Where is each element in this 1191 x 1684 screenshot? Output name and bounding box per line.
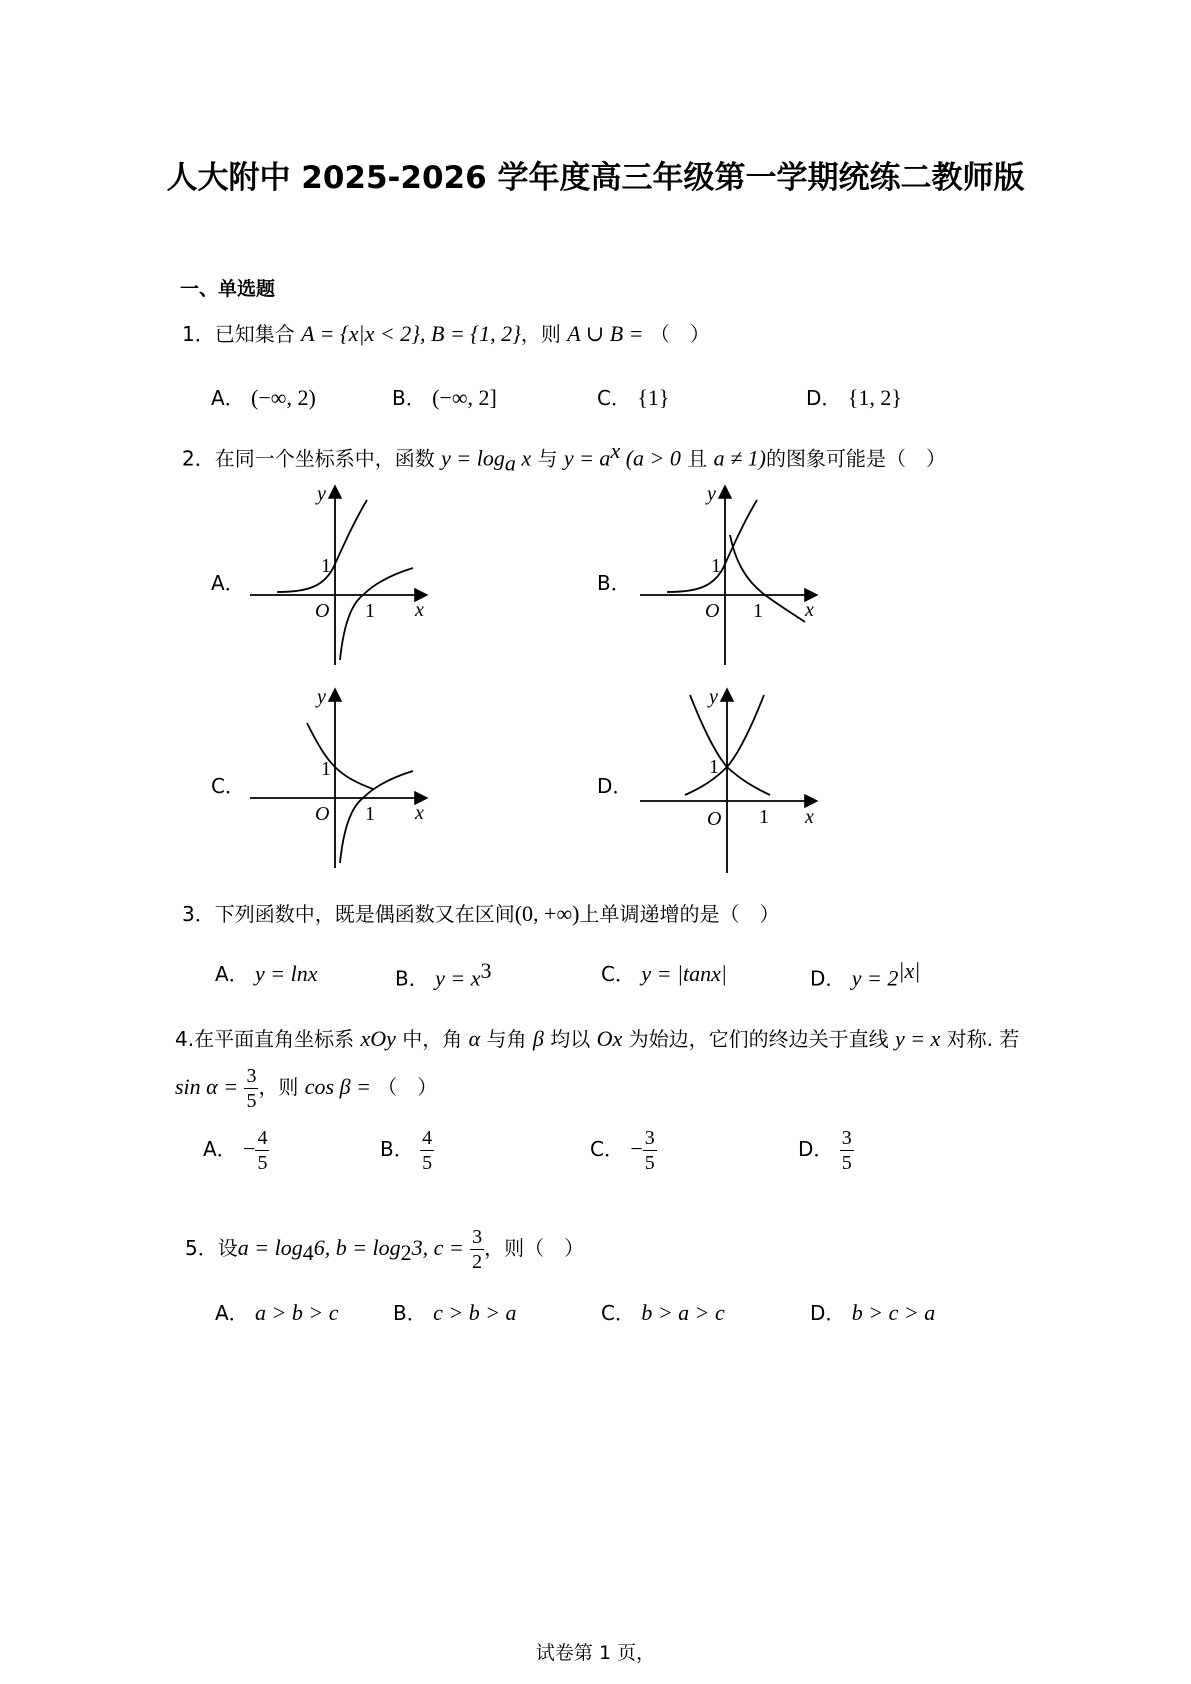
question-5-stem: 5．设$a = \log_46$, $b = \log_23$, c = $\frac{3}{2}$ ，则（ ）: [185, 1226, 585, 1273]
log-curve: [730, 535, 805, 622]
question-2-option-c[interactable]: C．: [211, 774, 245, 798]
exponential-curve: [277, 500, 367, 592]
exponential-curve: [307, 723, 373, 789]
question-5-option-a[interactable]: A． a > b > c: [215, 1300, 339, 1325]
y-label: y: [317, 483, 326, 505]
question-3-option-a[interactable]: A． y = lnx: [215, 961, 318, 986]
x-label: x: [805, 599, 814, 621]
question-4-option-a[interactable]: A． − $\frac{4}{5}$: [203, 1127, 268, 1174]
question-1-stem: 1．已知集合 A = {x|x < 2}, B = {1, 2}，则 A ∪ B = （ ）: [182, 321, 710, 346]
question-number: 4.: [175, 1027, 195, 1051]
graph-a: [245, 480, 435, 670]
y-one-label: 1: [711, 555, 721, 577]
x-label: x: [415, 802, 424, 824]
question-4-condition: sin α = $\frac{3}{5}$ ，则 cos β = （ ）: [175, 1065, 438, 1112]
fraction: $\frac{3}{5}$: [246, 1065, 257, 1112]
page-footer: 试卷第 1 页，: [535, 1642, 656, 1664]
question-number: 1．: [182, 322, 215, 346]
y-label: y: [707, 483, 716, 505]
origin-label: O: [315, 600, 330, 622]
origin-label: O: [707, 808, 722, 830]
x-label: x: [415, 599, 424, 621]
y-one-label: 1: [709, 756, 719, 778]
y-label: y: [317, 686, 326, 708]
origin-label: O: [315, 803, 330, 825]
question-1-option-c[interactable]: C． {1}: [597, 385, 670, 410]
log-curve: [340, 771, 413, 863]
question-number: 3．: [182, 902, 215, 926]
question-4-option-b[interactable]: B． $\frac{4}{5}$: [380, 1127, 433, 1174]
page-title: 人大附中 2025-2026 学年度高三年级第一学期统练二教师版: [166, 160, 1025, 196]
origin-label: O: [705, 600, 720, 622]
question-4-stem: 4.在平面直角坐标系 xOy 中，角 α 与角 β 均以 Ox 为始边，它们的终边关于直线 y = x 对称. 若: [175, 1026, 1020, 1051]
y-label: y: [709, 686, 718, 708]
fraction: $\frac{3}{2}$: [472, 1226, 483, 1273]
question-2-option-d[interactable]: D．: [597, 774, 633, 798]
question-3-stem: 3．下列函数中，既是偶函数又在区间(0, +∞)上单调递增的是（ ）: [182, 901, 780, 926]
question-4-option-c[interactable]: C． − $\frac{3}{5}$: [590, 1127, 655, 1174]
question-1-option-a[interactable]: A． (−∞, 2): [211, 385, 316, 410]
question-1-option-b[interactable]: B． (−∞, 2]: [392, 385, 497, 410]
x-label: x: [805, 806, 814, 828]
graph-b: [635, 480, 825, 670]
question-1-option-d[interactable]: D． {1, 2}: [806, 385, 902, 410]
question-3-option-c[interactable]: C． y = |tanx|: [601, 961, 727, 986]
question-2-option-a[interactable]: A．: [211, 571, 245, 595]
graph-c: [245, 683, 435, 873]
question-number: 2．: [182, 446, 215, 471]
x-one-label: 1: [365, 600, 375, 622]
question-5-option-b[interactable]: B． c > b > a: [393, 1300, 517, 1325]
log-curve: [340, 568, 413, 660]
question-5-option-d[interactable]: D． b > c > a: [810, 1300, 936, 1325]
question-2-option-b[interactable]: B．: [597, 571, 631, 595]
x-one-label: 1: [753, 600, 763, 622]
question-3-option-b[interactable]: B． $y = x^3$: [395, 958, 492, 991]
question-3-option-d[interactable]: D． $y = 2^{|x|}$: [810, 958, 921, 991]
section-heading: 一、单选题: [180, 278, 276, 300]
y-one-label: 1: [321, 555, 331, 577]
y-one-label: 1: [321, 758, 331, 780]
x-one-label: 1: [365, 803, 375, 825]
question-5-option-c[interactable]: C． b > a > c: [601, 1300, 725, 1325]
exponential-curve: [667, 500, 757, 592]
question-number: 5．: [185, 1236, 218, 1260]
question-2-stem: 2．在同一个坐标系中，函数 $y = \log_a x$ 与 $y = a^x$ (a > 0 且 a ≠ 1)的图象可能是（ ）: [182, 438, 946, 476]
graph-d: [635, 683, 825, 873]
x-one-label: 1: [759, 806, 769, 828]
question-4-option-d[interactable]: D． $\frac{3}{5}$: [798, 1127, 852, 1174]
